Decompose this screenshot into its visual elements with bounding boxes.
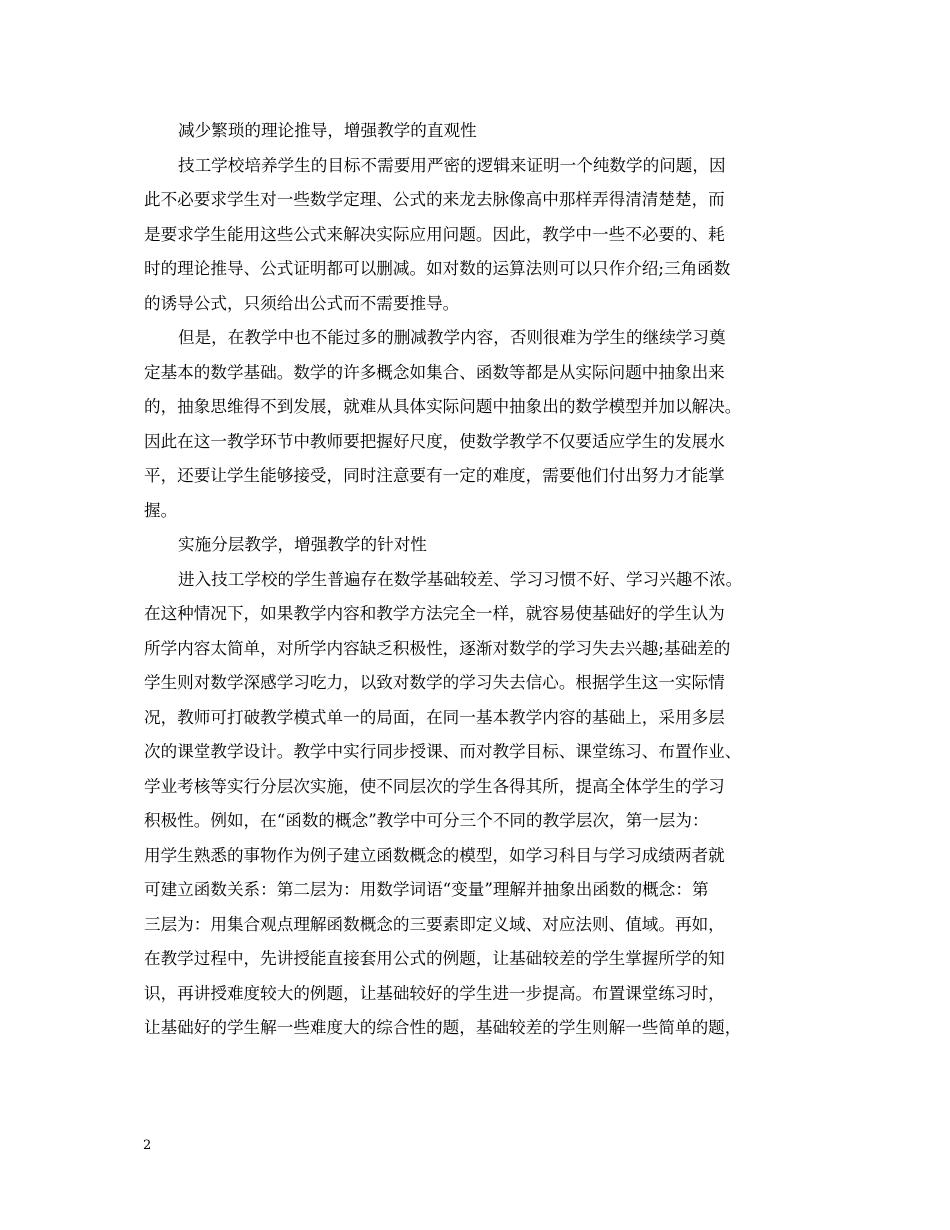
text-line: 三层为：用集合观点理解函数概念的三要素即定义域、对应法则、值域。再如， xyxy=(144,914,725,934)
text-line: 实施分层教学，增强教学的针对性 xyxy=(178,535,427,554)
text-line: 平，还要让学生能够接受，同时注意要有一定的难度，需要他们付出努力才能掌 xyxy=(144,466,725,485)
text-line: 识，再讲授难度较大的例题，让基础较好的学生进一步提高。布置课堂练习时， xyxy=(144,983,725,1003)
text-line: 因此在这一教学环节中教师要把握好尺度，使数学教学不仅要适应学生的发展水 xyxy=(144,431,725,451)
text-line: 是要求学生能用这些公式来解决实际应用问题。因此，教学中一些不必要的、耗 xyxy=(144,224,725,244)
text-line: 学业考核等实行分层次实施，使不同层次的学生各得其所，提高全体学生的学习 xyxy=(144,776,725,796)
text-line: 在这种情况下，如果教学内容和教学方法完全一样，就容易使基础好的学生认为 xyxy=(144,604,725,623)
text-line: 用学生熟悉的事物作为例子建立函数概念的模型，如学习科目与学习成绩两者就 xyxy=(144,845,725,865)
text-line: 让基础好的学生解一些难度大的综合性的题，基础较差的学生则解一些简单的题， xyxy=(144,1018,742,1037)
text-line: 积极性。例如，在“函数的概念”教学中可分三个不同的教学层次，第一层为： xyxy=(144,811,709,830)
text-line: 在教学过程中，先讲授能直接套用公式的例题，让基础较差的学生掌握所学的知 xyxy=(144,949,725,968)
text-line: 时的理论推导、公式证明都可以删减。如对数的运算法则可以只作介绍;三角函数 xyxy=(144,259,731,278)
text-line: 进入技工学校的学生普遍存在数学基础较差、学习习惯不好、学习兴趣不浓。 xyxy=(178,569,743,589)
text-line: 况，教师可打破教学模式单一的局面，在同一基本教学内容的基础上，采用多层 xyxy=(144,707,725,727)
text-line: 可建立函数关系：第二层为：用数学词语“变量”理解并抽象出函数的概念：第 xyxy=(144,880,709,899)
text-line: 所学内容太简单，对所学内容缺乏积极性，逐渐对数学的学习失去兴趣;基础差的 xyxy=(144,638,731,658)
text-line: 学生则对数学深感学习吃力，以致对数学的学习失去信心。根据学生这一实际情 xyxy=(144,673,725,692)
text-line: 的，抽象思维得不到发展，就难从具体实际问题中抽象出的数学模型并加以解决。 xyxy=(144,397,742,416)
page-number: 2 xyxy=(143,1138,152,1153)
text-line: 技工学校培养学生的目标不需要用严密的逻辑来证明一个纯数学的问题，因 xyxy=(178,155,726,175)
text-line: 此不必要求学生对一些数学定理、公式的来龙去脉像高中那样弄得清清楚楚，而 xyxy=(144,190,725,209)
text-line: 次的课堂教学设计。教学中实行同步授课、而对教学目标、课堂练习、布置作业、 xyxy=(144,742,742,761)
text-line: 的诱导公式，只须给出公式而不需要推导。 xyxy=(144,293,460,313)
text-line: 减少繁琐的理论推导，增强教学的直观性 xyxy=(178,121,477,140)
text-line: 定基本的数学基础。数学的许多概念如集合、函数等都是从实际问题中抽象出来 xyxy=(144,362,725,382)
text-line: 握。 xyxy=(144,500,178,520)
document-body xyxy=(144,114,824,1046)
text-line: 但是，在教学中也不能过多的删减教学内容，否则很难为学生的继续学习奠 xyxy=(178,328,726,347)
